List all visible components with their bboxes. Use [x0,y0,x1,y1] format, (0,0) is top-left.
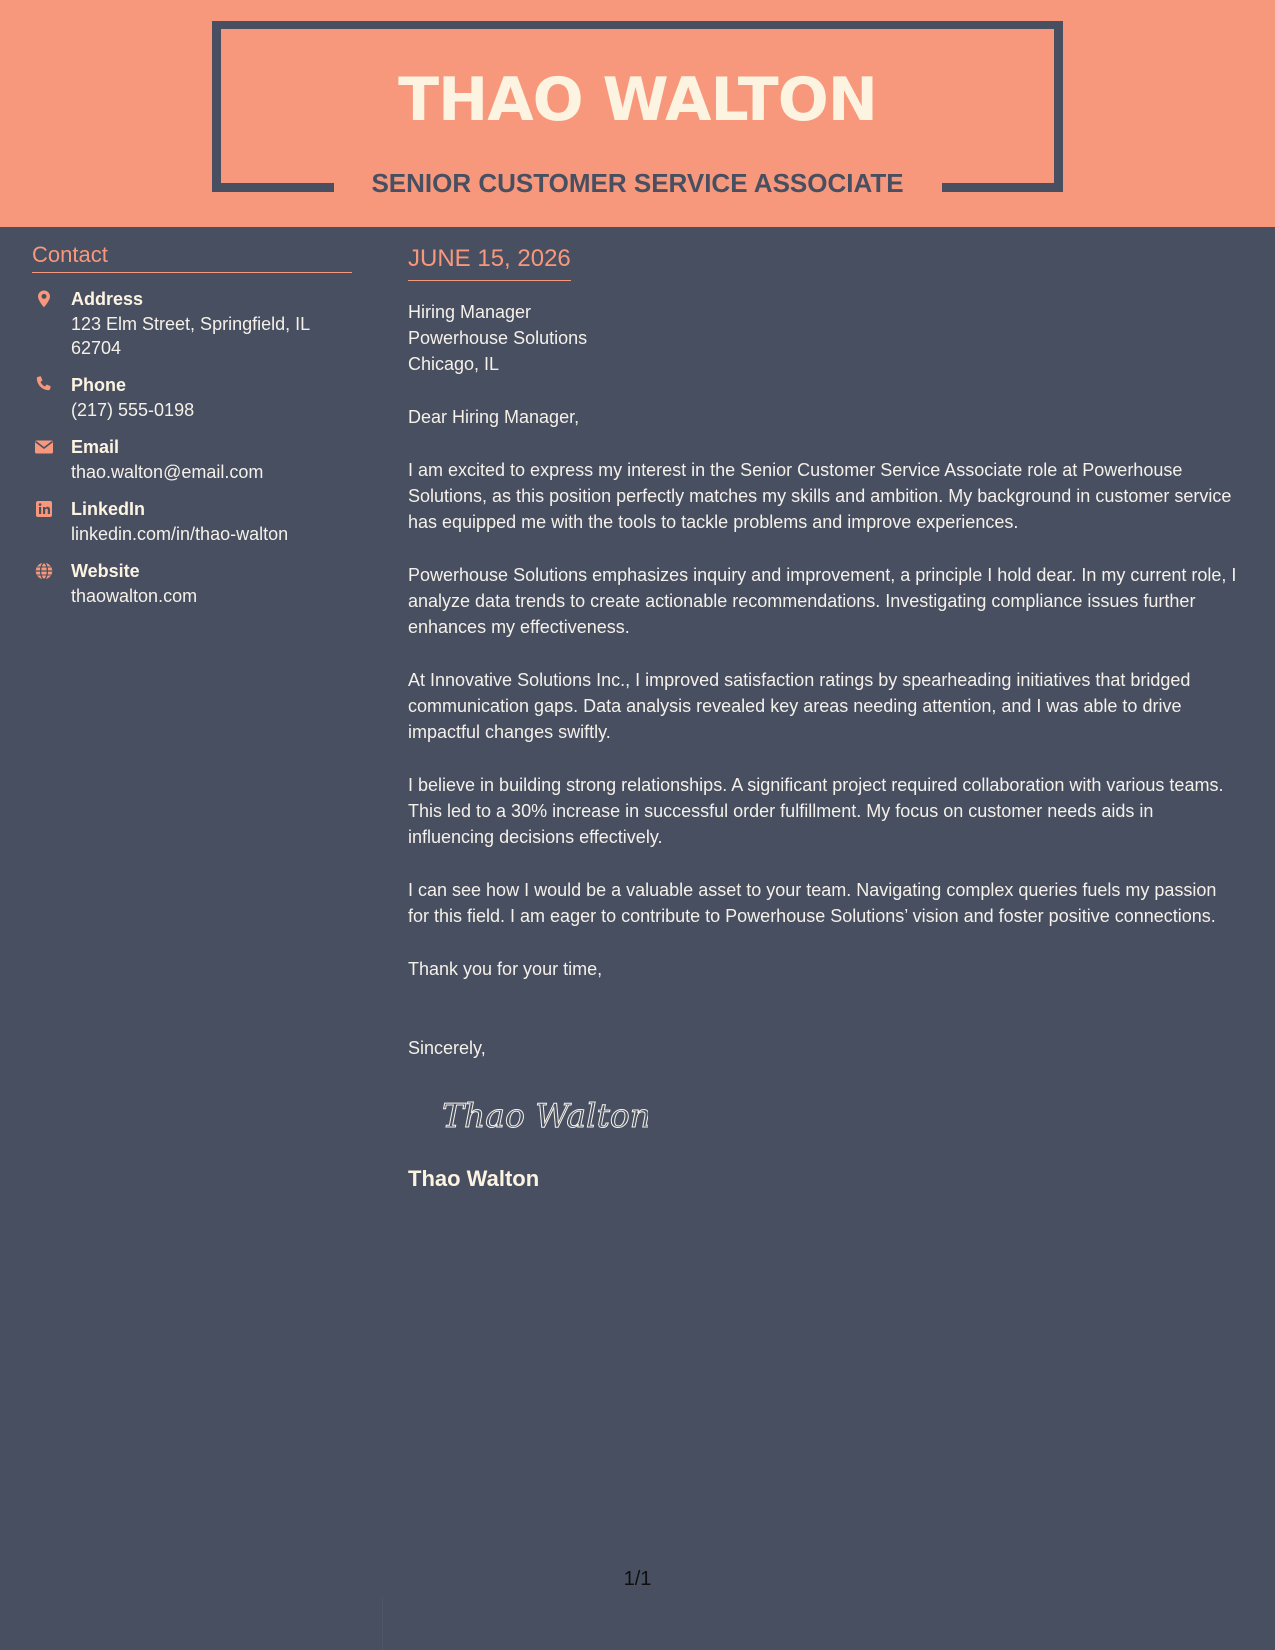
recipient-line: Powerhouse Solutions [408,328,588,348]
letter-paragraph: I am excited to express my interest in the Senior Customer Service Associate role at Powerhouse Solutions, as this position perfectly matches my skills and ambition. My background in customer service has equipped me with the tools to tackle problems and improve experiences. [408,460,1232,532]
letter-paragraph: At Innovative Solutions Inc., I improved satisfaction ratings by spearheading initiatives that bridged communication gaps. Data analysis revealed key areas needing attention, and I was able to drive impactful changes swiftly. [408,670,1191,742]
contact-label: LinkedIn [71,499,146,519]
letter-paragraph: Powerhouse Solutions emphasizes inquiry and improvement, a principle I hold dear. In my current role, I analyze data trends to create actionable recommendations. Investigating compliance issues further enhances my effectiveness. [408,565,1237,637]
letter-paragraph: I can see how I would be a valuable asset to your team. Navigating complex queries fuels my passion for this field. I am eager to contribute to Powerhouse Solutions’ vision and foster positive connections. [408,880,1217,926]
contact-item-website [32,559,352,608]
map-pin-icon [34,289,54,309]
contact-item-address [32,287,352,360]
contact-value-website: thaowalton.com [71,586,198,606]
job-title: SENIOR CUSTOMER SERVICE ASSOCIATE [371,168,904,198]
contact-label: Email [71,437,120,457]
page-number: 1/1 [623,1568,652,1590]
phone-icon [34,375,54,395]
column-divider [382,1598,383,1650]
recipient-block [408,299,1238,377]
sender-name: Thao Walton [408,1166,540,1191]
globe-icon [34,561,54,581]
salutation: Dear Hiring Manager, [408,407,580,427]
contact-value-address: 123 Elm Street, Springfield, IL 62704 [71,314,310,358]
linkedin-icon [34,499,54,519]
contact-label: Website [71,561,140,581]
letter-date: JUNE 15, 2026 [408,242,571,281]
header-frame-top [212,21,1063,29]
contact-heading: Contact [32,240,352,273]
handwritten-signature [438,1087,648,1143]
contact-label: Phone [71,375,127,395]
contact-item-phone [32,373,352,422]
contact-sidebar [32,240,352,621]
contact-label: Address [71,289,144,309]
contact-item-email [32,435,352,484]
letter-paragraph: I believe in building strong relationships. A significant project required collaboration with various teams. This led to a 30% increase in successful order fulfillment. My focus on customer needs aids in influencing decisions effectively. [408,775,1224,847]
applicant-name: THAO WALTON [398,65,877,135]
signature-text: Thao Walton [442,1096,648,1135]
contact-value-phone: (217) 555-0198 [71,400,195,420]
thanks-line: Thank you for your time, [408,959,603,979]
contact-value-linkedin: linkedin.com/in/thao-walton [71,524,289,544]
letter-body [408,242,1238,1192]
contact-item-linkedin [32,497,352,546]
header-banner [0,0,1275,227]
recipient-line: Hiring Manager [408,302,532,322]
recipient-line: Chicago, IL [408,354,500,374]
closing-line: Sincerely, [408,1038,486,1058]
envelope-icon [34,437,54,457]
contact-value-email: thao.walton@email.com [71,462,264,482]
